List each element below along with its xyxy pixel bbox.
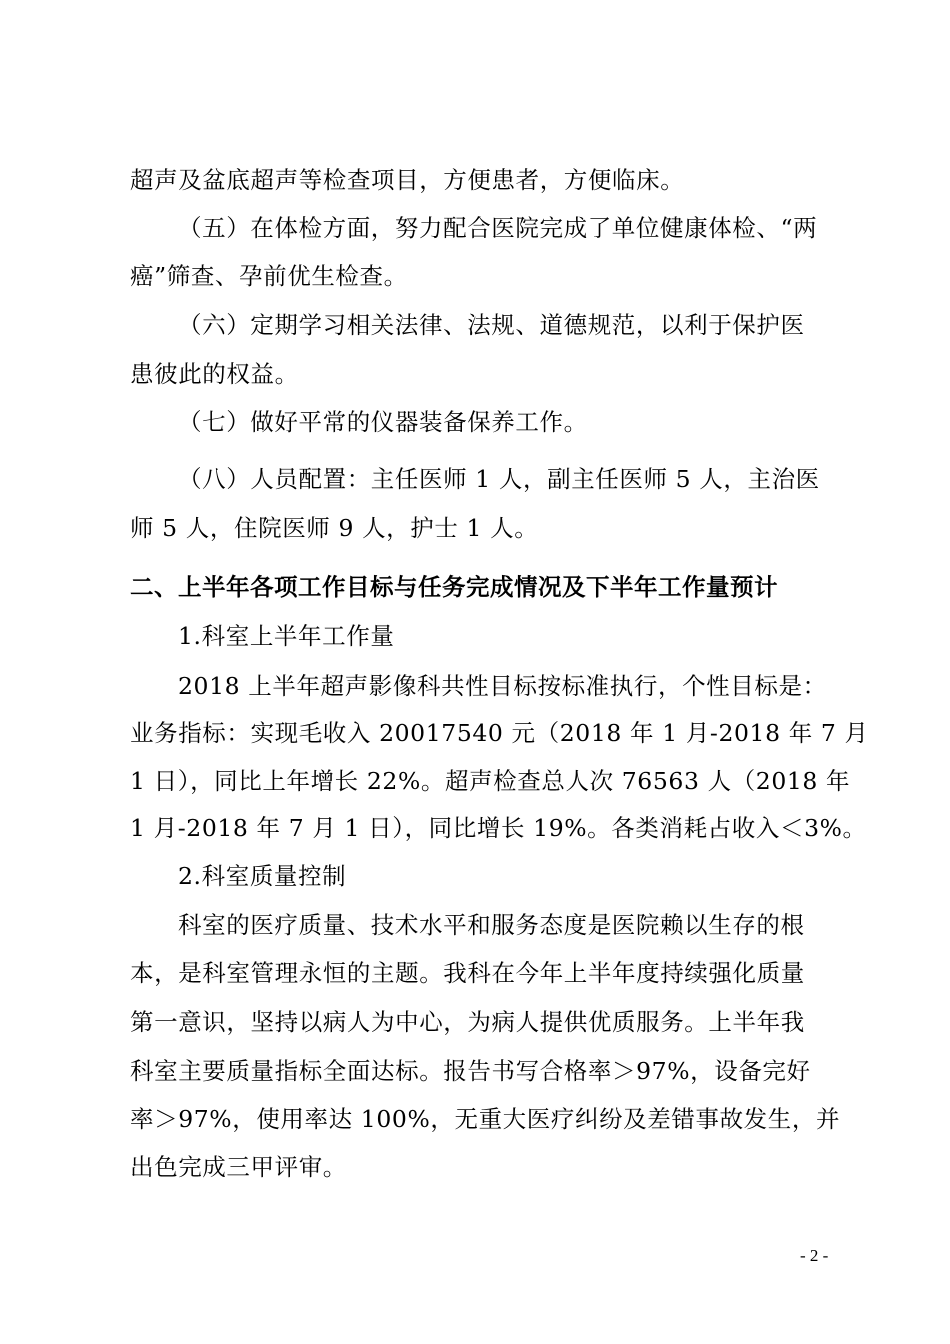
text-line: 第一意识，坚持以病人为中心，为病人提供优质服务。上半年我: [130, 1008, 805, 1036]
text-line: 科室的医疗质量、技术水平和服务态度是医院赖以生存的根: [178, 911, 805, 939]
text-line: 出色完成三甲评审。: [130, 1153, 347, 1181]
text-line: （六）定期学习相关法律、法规、道德规范，以利于保护医: [178, 311, 805, 339]
text-line: 1 月-2018 年 7 月 1 日），同比增长 19%。各类消耗占收入＜3%。: [130, 814, 867, 842]
text-line: 业务指标：实现毛收入 20017540 元（2018 年 1 月-2018 年 7 月: [130, 719, 869, 747]
text-line: 率＞97%，使用率达 100%，无重大医疗纠纷及差错事故发生，并: [130, 1105, 841, 1133]
page-number: - 2 -: [800, 1246, 829, 1265]
text-line: （五）在体检方面，努力配合医院完成了单位健康体检、“两: [178, 214, 818, 242]
text-line: 师 5 人，住院医师 9 人，护士 1 人。: [130, 514, 539, 542]
text-line: （七）做好平常的仪器装备保养工作。: [178, 408, 588, 436]
text-line: 2018 上半年超声影像科共性目标按标准执行，个性目标是：: [178, 672, 827, 700]
section-heading: 二、上半年各项工作目标与任务完成情况及下半年工作量预计: [130, 573, 778, 601]
subsection-heading: 1.科室上半年工作量: [178, 622, 395, 650]
subsection-heading: 2.科室质量控制: [178, 862, 347, 890]
text-line: （八）人员配置：主任医师 1 人，副主任医师 5 人，主治医: [178, 465, 820, 493]
text-line: 癌”筛查、孕前优生检查。: [130, 262, 408, 290]
text-line: 超声及盆底超声等检查项目，方便患者，方便临床。: [130, 166, 685, 194]
text-line: 患彼此的权益。: [130, 360, 299, 388]
text-line: 科室主要质量指标全面达标。报告书写合格率＞97%，设备完好: [130, 1057, 811, 1085]
text-line: 本，是科室管理永恒的主题。我科在今年上半年度持续强化质量: [130, 959, 805, 987]
text-line: 1 日），同比上年增长 22%。超声检查总人次 76563 人（2018 年: [130, 767, 851, 795]
